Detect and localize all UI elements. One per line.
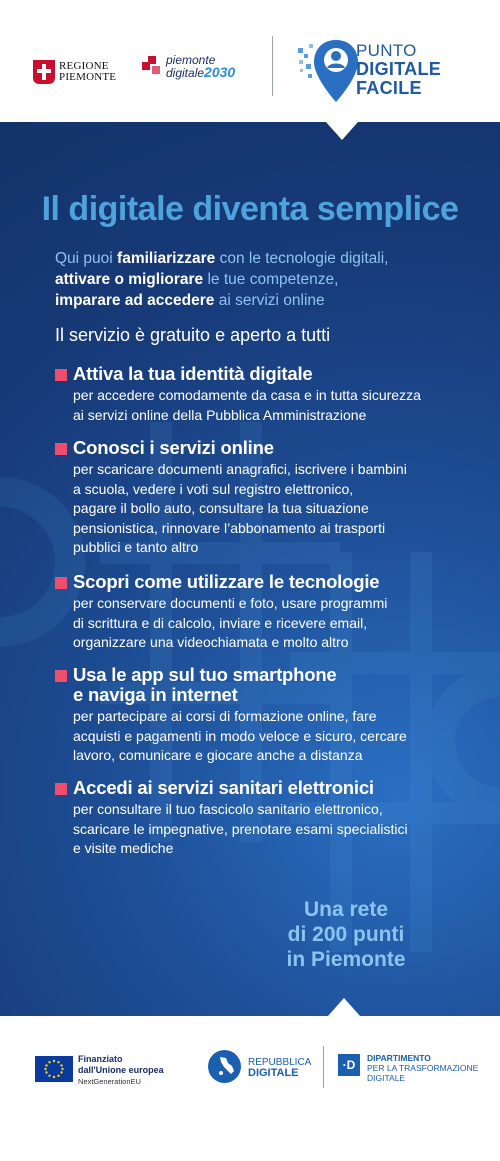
- punto-digitale-facile-pin-icon: [296, 36, 358, 108]
- item-desc-line: e visite mediche: [73, 840, 174, 856]
- item-desc-line: lavoro, comunicare e giocare anche a distanza: [73, 747, 363, 763]
- regione-piemonte-shield-icon: [33, 60, 55, 84]
- dtd-line2: PER LA TRASFORMAZIONE: [367, 1063, 479, 1073]
- item-desc-line: per conservare documenti e foto, usare programmi: [73, 595, 388, 611]
- list-item: [55, 778, 485, 859]
- item-description: [73, 386, 485, 425]
- eu-line2: dall'Unione europea: [78, 1065, 164, 1075]
- regione-piemonte-logo: [33, 60, 116, 84]
- item-desc-line: pubblici e tanto altro: [73, 539, 199, 555]
- network-callout: [256, 897, 436, 972]
- network-callout-line: di 200 punti: [287, 923, 405, 946]
- pdf-line2: DIGITALE: [356, 59, 442, 79]
- list-item: [55, 572, 485, 653]
- list-item: [55, 364, 485, 425]
- repubblica-digitale-label: [248, 1057, 311, 1079]
- item-desc-line: scaricare le impegnative, prenotare esami specialistici: [73, 820, 408, 837]
- pd2030-line2a: digitale: [166, 66, 205, 80]
- item-title: Scopri come utilizzare le tecnologie: [73, 571, 380, 592]
- dtd-line3: DIGITALE: [367, 1073, 406, 1083]
- item-title: [73, 665, 485, 705]
- intro-text: ai servizi online: [214, 292, 325, 309]
- dipartimento-label: [367, 1053, 478, 1083]
- pink-square-bullet-icon: [55, 443, 67, 455]
- intro-text: con le tecnologie digitali,: [215, 250, 389, 267]
- intro-emphasis: imparare ad accedere: [55, 292, 215, 309]
- header-divider: [272, 36, 273, 96]
- header-notch: [326, 122, 358, 140]
- intro-paragraph: [55, 248, 475, 311]
- footer: [0, 1016, 500, 1161]
- item-desc-line: acquisti e pagamenti in modo veloce e sicuro, cercare: [73, 727, 407, 744]
- item-title: Conosci i servizi online: [73, 437, 274, 458]
- item-desc-line: per scaricare documenti anagrafici, iscrivere i bambini: [73, 461, 407, 477]
- pd2030-line2b: 2030: [204, 64, 236, 80]
- item-title-line: e naviga in internet: [73, 684, 238, 705]
- item-desc-line: per consultare il tuo fascicolo sanitario elettronico,: [73, 801, 383, 817]
- intro-emphasis: familiarizzare: [117, 250, 216, 267]
- intro-text: Qui puoi: [55, 250, 118, 267]
- punto-digitale-facile-logo: [296, 36, 486, 108]
- item-title-line: Usa le app sul tuo smartphone: [73, 664, 337, 685]
- rd-line1: REPUBBLICA: [248, 1057, 312, 1068]
- pink-square-bullet-icon: [55, 577, 67, 589]
- footer-divider: [323, 1046, 324, 1088]
- item-description: [73, 800, 485, 859]
- header: [0, 0, 500, 122]
- item-description: [73, 707, 485, 766]
- intro-text: le tue competenze,: [203, 271, 339, 288]
- item-title: Attiva la tua identità digitale: [73, 363, 313, 384]
- item-desc-line: organizzare una videochiamata e molto altro: [73, 634, 349, 650]
- pd2030-line1: piemonte: [166, 53, 216, 67]
- piemonte-digitale-2030-logo: [142, 54, 235, 79]
- rd-line2: DIGITALE: [248, 1067, 299, 1079]
- service-subtitle: Il servizio è gratuito e aperto a tutti: [55, 325, 331, 345]
- dtd-line1: DIPARTIMENTO: [367, 1053, 431, 1063]
- repubblica-digitale-italy-icon: [208, 1050, 241, 1083]
- footer-notch: [328, 998, 360, 1016]
- pink-square-bullet-icon: [55, 670, 67, 682]
- eu-line3: NextGenerationEU: [78, 1077, 141, 1086]
- eu-funding-label: [78, 1054, 164, 1087]
- pink-square-bullet-icon: [55, 783, 67, 795]
- pdf-line1: PUNTO: [356, 41, 417, 60]
- item-title: Accedi ai servizi sanitari elettronici: [73, 777, 374, 798]
- dipartimento-d-icon: ·D: [338, 1054, 360, 1076]
- item-description: [73, 594, 485, 653]
- eu-line1: Finanziato: [78, 1054, 123, 1064]
- piemonte-digitale-mark-icon: [142, 56, 162, 78]
- list-item: [55, 665, 485, 766]
- pink-square-bullet-icon: [55, 369, 67, 381]
- item-desc-line: pagare il bollo auto, consultare la tua situazione: [73, 500, 369, 516]
- intro-emphasis: attivare o migliorare: [55, 271, 204, 288]
- item-desc-line: pensionistica, rinnovare l’abbonamento ai trasporti: [73, 519, 386, 536]
- item-description: [73, 460, 485, 558]
- page-title: Il digitale diventa semplice: [41, 190, 459, 228]
- regione-line2: PIEMONTE: [59, 71, 117, 83]
- pdf-line3: FACILE: [356, 78, 422, 98]
- regione-line1: REGIONE: [59, 60, 109, 72]
- network-callout-line: Una rete: [303, 898, 389, 921]
- item-desc-line: a scuola, vedere i voti sul registro elettronico,: [73, 480, 354, 497]
- item-desc-line: per accedere comodamente da casa e in tutta sicurezza: [73, 387, 421, 403]
- item-desc-line: per partecipare ai corsi di formazione online, fare: [73, 708, 377, 724]
- network-callout-line: in Piemonte: [286, 948, 406, 971]
- eu-flag-icon: [35, 1056, 73, 1082]
- item-desc-line: ai servizi online della Pubblica Amministrazione: [73, 406, 367, 423]
- list-item: [55, 438, 485, 558]
- item-desc-line: di scrittura e di calcolo, inviare e ricevere email,: [73, 614, 368, 631]
